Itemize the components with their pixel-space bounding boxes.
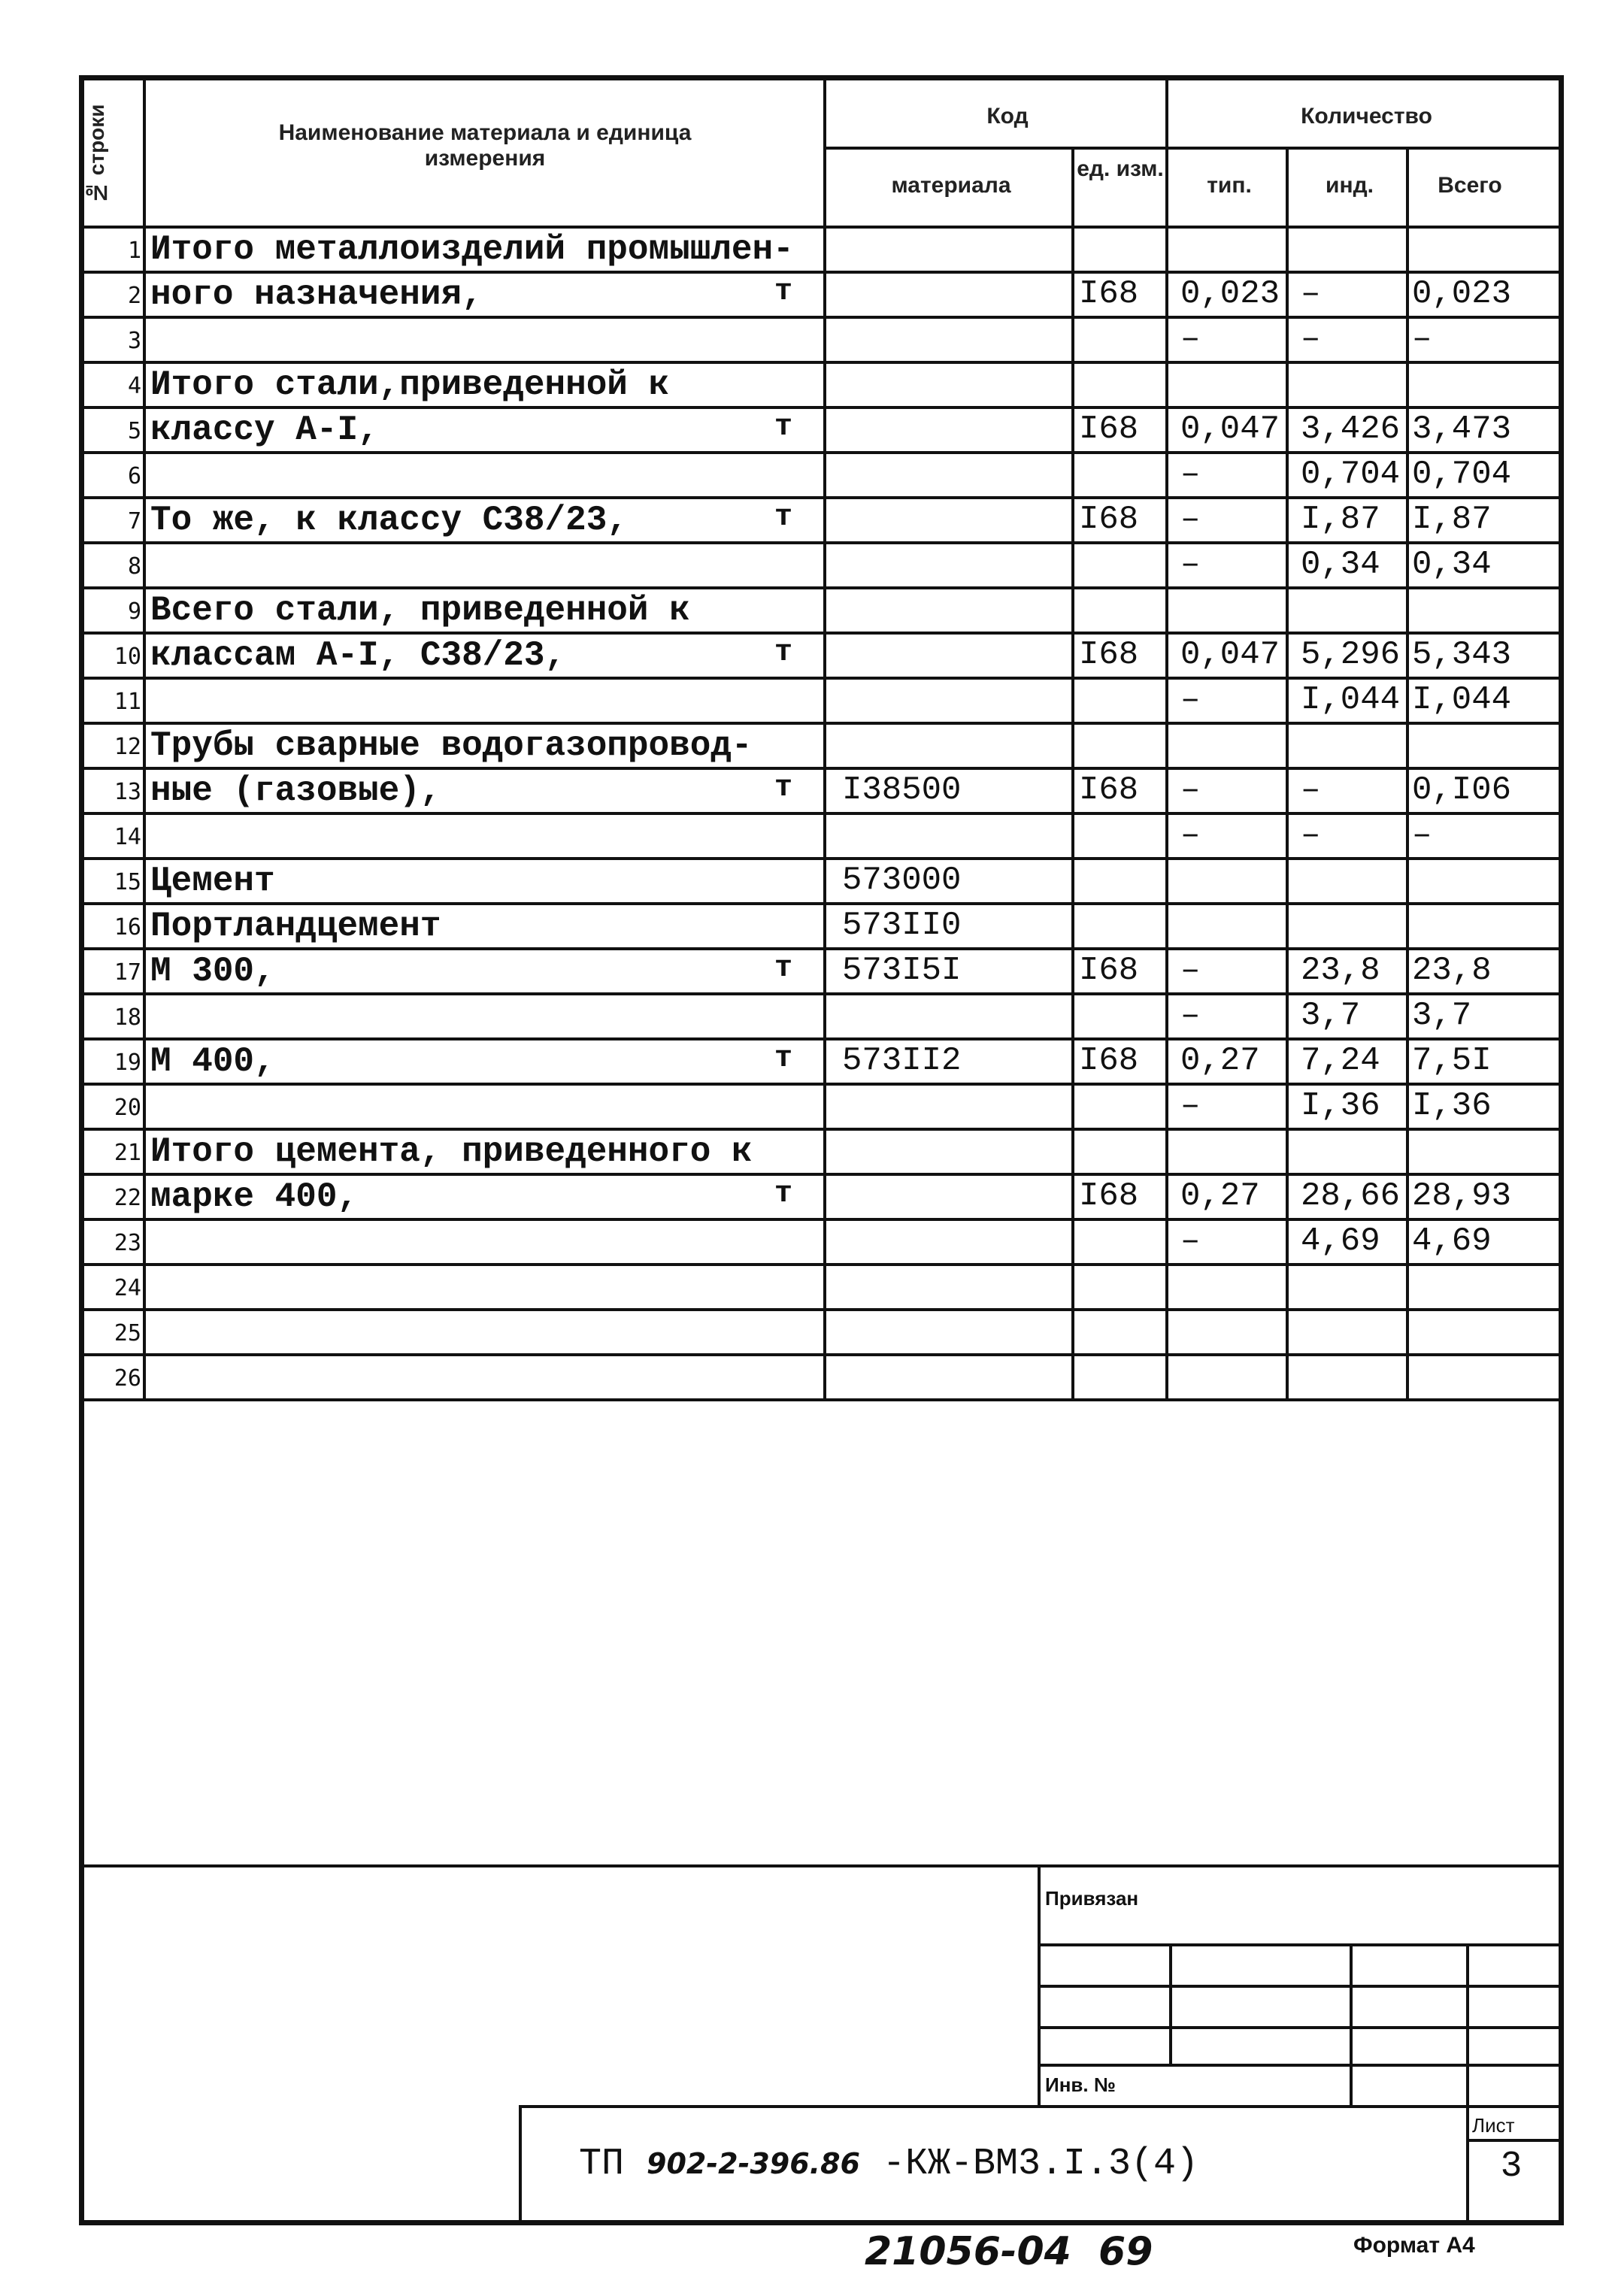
quantity-typ: – (1180, 997, 1201, 1034)
table-grid-line (79, 812, 1564, 815)
table-grid-line (79, 406, 1564, 409)
quantity-total: 0,704 (1412, 456, 1512, 493)
header-quantity-ind: инд. (1326, 173, 1374, 198)
row-number: 7 (127, 508, 141, 535)
table-grid-line (79, 1398, 1564, 1401)
quantity-ind: I,87 (1301, 501, 1380, 538)
footer-format: Формат А4 (1353, 2233, 1475, 2258)
material-name: Портландцемент (150, 907, 441, 946)
quantity-ind: 3,7 (1301, 997, 1361, 1034)
table-grid-line (823, 147, 1564, 150)
stamp-sheet-label: Лист (1472, 2114, 1515, 2137)
row-number: 6 (127, 463, 141, 489)
material-code: 573II2 (842, 1042, 962, 1080)
table-grid-line (79, 632, 1564, 635)
unit-of-measure: т (774, 1042, 793, 1076)
table-grid-line (79, 451, 1564, 454)
row-number: 21 (114, 1140, 141, 1166)
row-number: 11 (114, 689, 141, 715)
quantity-typ: – (1180, 681, 1201, 719)
material-name: марке 400, (150, 1177, 359, 1216)
quantity-total: 0,023 (1412, 275, 1512, 313)
row-number: 20 (114, 1095, 141, 1121)
stamp-sheet-number: 3 (1500, 2146, 1522, 2187)
unit-of-measure: т (774, 501, 793, 535)
quantity-typ: 0,27 (1180, 1042, 1260, 1080)
quantity-typ: 0,047 (1180, 410, 1280, 448)
quantity-total: 0,I06 (1412, 771, 1512, 809)
quantity-typ: – (1180, 816, 1201, 854)
quantity-total: 0,34 (1412, 546, 1492, 583)
header-quantity: Количество (1301, 104, 1432, 129)
row-number: 8 (127, 553, 141, 580)
row-number: 14 (114, 824, 141, 850)
table-grid-line (79, 947, 1564, 950)
header-name: Наименование материала и единица измерения (278, 120, 692, 171)
header-code: Код (986, 104, 1029, 129)
quantity-typ: – (1180, 952, 1201, 989)
material-name: Трубы сварные водогазопровод- (150, 726, 753, 765)
unit-of-measure: т (774, 771, 793, 805)
material-name: Итого металлоизделий промышлен- (150, 230, 794, 269)
quantity-total: 3,7 (1412, 997, 1472, 1034)
material-name: Итого стали,приведенной к (150, 365, 670, 404)
material-name: М 400, (150, 1042, 275, 1081)
quantity-typ: – (1180, 456, 1201, 493)
table-grid-line (143, 75, 146, 1398)
header-code-unit: ед. изм. (1077, 156, 1164, 181)
row-number: 17 (114, 959, 141, 986)
unit-code: I68 (1079, 1042, 1139, 1080)
stamp-inv-no: Инв. № (1045, 2073, 1116, 2096)
quantity-ind: – (1301, 816, 1321, 854)
unit-code: I68 (1079, 636, 1139, 674)
row-number: 9 (127, 598, 141, 625)
quantity-typ: – (1180, 1222, 1201, 1260)
quantity-typ: – (1180, 771, 1201, 809)
table-grid-line (79, 1128, 1564, 1131)
row-number: 2 (127, 283, 141, 309)
material-name: ные (газовые), (150, 771, 441, 810)
quantity-typ: – (1180, 546, 1201, 583)
table-grid-line (79, 226, 1564, 229)
row-number: 18 (114, 1004, 141, 1031)
table-grid-line (823, 75, 826, 1398)
row-number: 22 (114, 1185, 141, 1211)
quantity-ind: I,36 (1301, 1087, 1380, 1125)
table-grid-line (79, 1173, 1564, 1176)
table-grid-line (79, 316, 1564, 319)
quantity-total: 4,69 (1412, 1222, 1492, 1260)
table-grid-line (79, 677, 1564, 680)
quantity-typ: – (1180, 1087, 1201, 1125)
stamp-line (1466, 2105, 1469, 2225)
table-grid-line (1165, 75, 1168, 1398)
material-name: Цемент (150, 862, 275, 901)
unit-of-measure: т (774, 952, 793, 986)
quantity-total: – (1412, 816, 1432, 854)
footer-handwritten-number: 21056-04 69 (865, 2229, 1153, 2274)
document-code-suffix: -КЖ-ВМ3.I.3(4) (883, 2143, 1199, 2185)
row-number: 4 (127, 373, 141, 399)
table-grid-line (79, 1308, 1564, 1311)
quantity-typ: 0,047 (1180, 636, 1280, 674)
header-code-material: материала (891, 173, 1011, 198)
row-number: 3 (127, 328, 141, 354)
quantity-ind: 28,66 (1301, 1177, 1401, 1215)
material-name: Всего стали, приведенной к (150, 591, 690, 630)
quantity-total: I,36 (1412, 1087, 1492, 1125)
row-number: 13 (114, 779, 141, 805)
unit-of-measure: т (774, 275, 793, 309)
material-name: ного назначения, (150, 275, 483, 314)
stamp-line (519, 2105, 1564, 2108)
quantity-typ: – (1180, 501, 1201, 538)
stamp-line (1038, 2064, 1564, 2067)
stamp-line (1038, 1943, 1564, 1946)
quantity-ind: 23,8 (1301, 952, 1380, 989)
quantity-ind: I,044 (1301, 681, 1401, 719)
table-grid-line (79, 1353, 1564, 1356)
table-grid-line (79, 541, 1564, 544)
stamp-line (1466, 1943, 1469, 2105)
table-grid-line (1286, 147, 1289, 1398)
table-grid-line (79, 496, 1564, 499)
table-grid-line (79, 1218, 1564, 1221)
quantity-ind: – (1301, 771, 1321, 809)
table-grid-line (79, 1083, 1564, 1086)
table-grid-line (79, 586, 1564, 589)
material-name: М 300, (150, 952, 275, 991)
header-quantity-typ: тип. (1207, 173, 1252, 198)
quantity-total: 3,473 (1412, 410, 1512, 448)
row-number: 25 (114, 1320, 141, 1346)
unit-code: I68 (1079, 952, 1139, 989)
row-number: 23 (114, 1230, 141, 1256)
material-name: Итого цемента, приведенного к (150, 1132, 753, 1171)
material-code: I38500 (842, 771, 962, 809)
material-name: классу А-I, (150, 410, 379, 450)
unit-of-measure: т (774, 636, 793, 670)
quantity-total: – (1412, 320, 1432, 358)
unit-code: I68 (1079, 1177, 1139, 1215)
row-number: 24 (114, 1275, 141, 1301)
table-grid-line (79, 1037, 1564, 1040)
document-code-handwritten: 902-2-396.86 (647, 2147, 860, 2180)
quantity-typ: 0,023 (1180, 275, 1280, 313)
quantity-ind: 0,704 (1301, 456, 1401, 493)
stamp-line (1466, 2139, 1564, 2142)
unit-of-measure: т (774, 410, 793, 444)
row-number: 16 (114, 914, 141, 941)
quantity-ind: – (1301, 275, 1321, 313)
document-code-prefix: ТП (579, 2143, 625, 2185)
table-grid-line (79, 1263, 1564, 1266)
material-name: То же, к классу С38/23, (150, 501, 628, 540)
quantity-total: 23,8 (1412, 952, 1492, 989)
table-grid-line (79, 767, 1564, 770)
row-number: 5 (127, 418, 141, 444)
document-code (579, 2143, 1198, 2185)
quantity-total: 7,5I (1412, 1042, 1492, 1080)
material-name: классам А-I, С38/23, (150, 636, 566, 675)
stamp-line (1038, 1985, 1564, 1988)
table-grid-line (79, 361, 1564, 364)
material-code: 573000 (842, 862, 962, 899)
unit-code: I68 (1079, 771, 1139, 809)
row-number: 19 (114, 1050, 141, 1076)
stamp-privyazan: Привязан (1045, 1887, 1139, 1910)
unit-code: I68 (1079, 501, 1139, 538)
quantity-ind: 7,24 (1301, 1042, 1380, 1080)
quantity-total: 28,93 (1412, 1177, 1512, 1215)
quantity-total: I,87 (1412, 501, 1492, 538)
material-code: 573I5I (842, 952, 962, 989)
header-quantity-total: Всего (1438, 173, 1502, 198)
table-grid-line (79, 857, 1564, 860)
table-grid-line (79, 722, 1564, 725)
quantity-total: 5,343 (1412, 636, 1512, 674)
table-grid-line (79, 902, 1564, 905)
unit-code: I68 (1079, 410, 1139, 448)
quantity-total: I,044 (1412, 681, 1512, 719)
table-grid-line (1406, 147, 1409, 1398)
quantity-ind: 3,426 (1301, 410, 1401, 448)
quantity-ind: – (1301, 320, 1321, 358)
row-number: 10 (114, 644, 141, 670)
quantity-ind: 0,34 (1301, 546, 1380, 583)
quantity-typ: 0,27 (1180, 1177, 1260, 1215)
unit-of-measure: т (774, 1177, 793, 1211)
stamp-line (519, 2105, 522, 2225)
stamp-line (1169, 1943, 1172, 2064)
quantity-ind: 5,296 (1301, 636, 1401, 674)
unit-code: I68 (1079, 275, 1139, 313)
table-grid-line (79, 271, 1564, 274)
table-grid-line (79, 992, 1564, 995)
row-number: 26 (114, 1365, 141, 1392)
material-code: 573II0 (842, 907, 962, 944)
table-grid-line (1071, 147, 1074, 1398)
stamp-line (1038, 2026, 1564, 2029)
row-number: 1 (127, 238, 141, 264)
header-row-number: № строки (85, 104, 108, 204)
row-number: 12 (114, 734, 141, 760)
row-number: 15 (114, 869, 141, 895)
quantity-typ: – (1180, 320, 1201, 358)
stamp-line (79, 1864, 1564, 1867)
quantity-ind: 4,69 (1301, 1222, 1380, 1260)
stamp-line (1350, 1943, 1353, 2105)
